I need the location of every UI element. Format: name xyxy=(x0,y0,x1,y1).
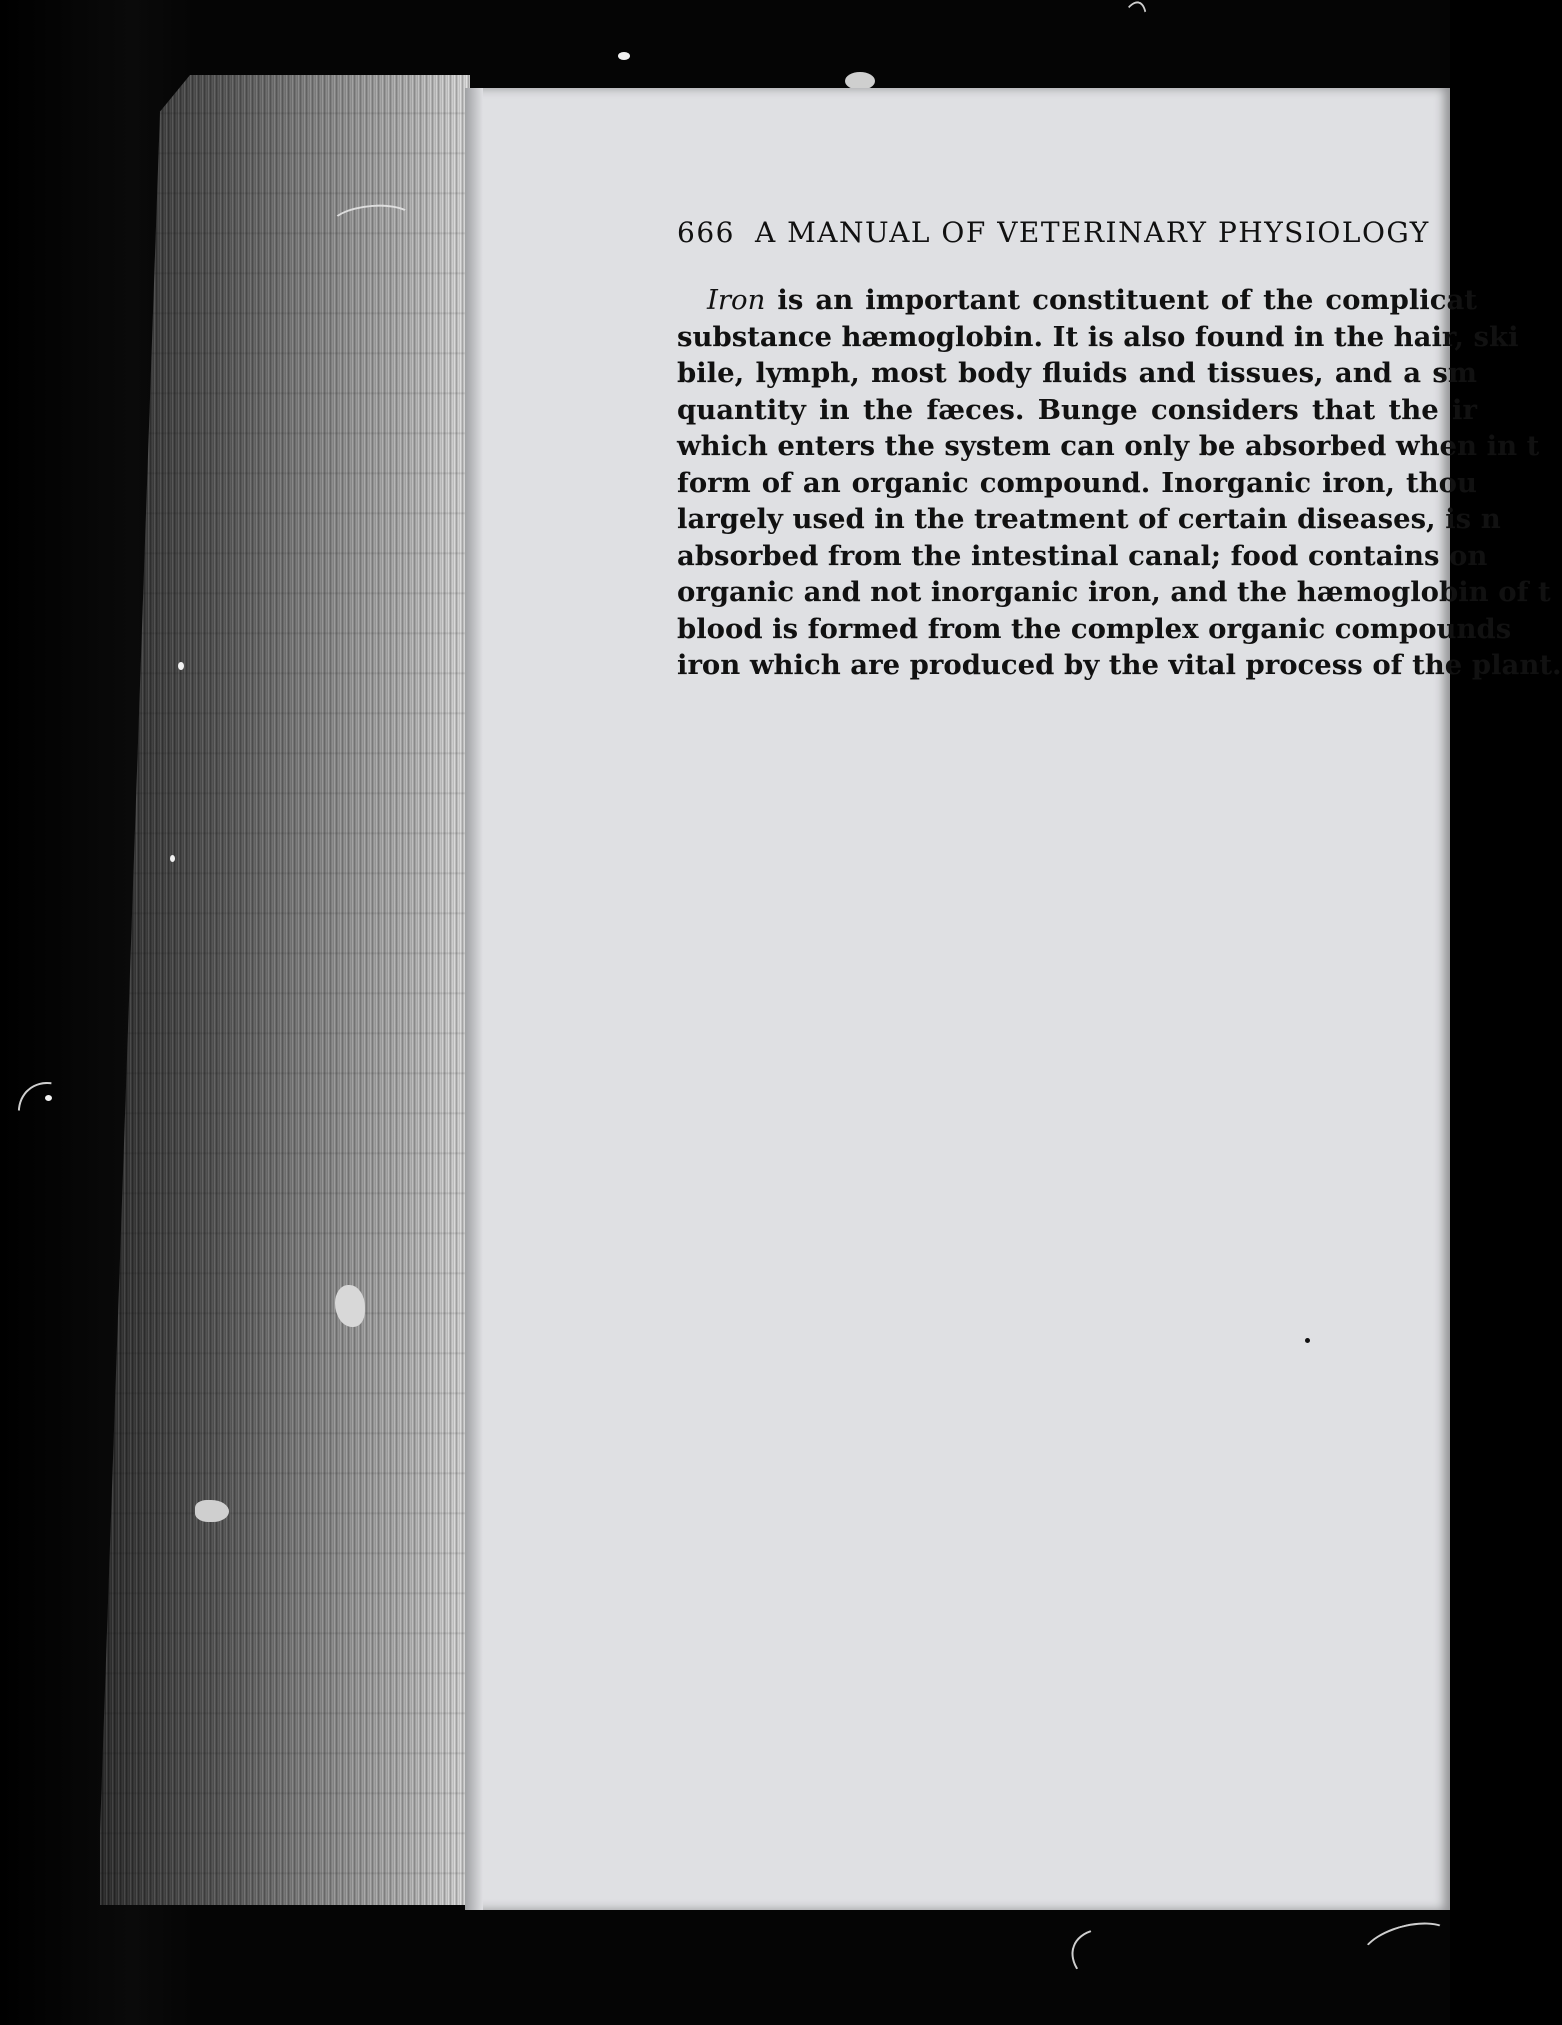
text-line: absorbed from the intestinal canal; food contains on xyxy=(677,539,1488,572)
running-title: A MANUAL OF VETERINARY PHYSIOLOGY xyxy=(754,216,1430,249)
body-paragraph xyxy=(677,282,1562,684)
text-line: largely used in the treatment of certain diseases, is n xyxy=(677,503,1501,535)
scan-fiber xyxy=(1356,1914,1458,1981)
dust-speck xyxy=(178,662,184,670)
ink-dot xyxy=(1305,1338,1310,1343)
text-line: substance hæmoglobin. It is also found in the hair, ski xyxy=(677,320,1519,353)
scan-fiber xyxy=(1062,1916,1172,2008)
text-line: Iron is an important constituent of the complicat xyxy=(707,284,1477,316)
scan-fiber xyxy=(1098,0,1155,97)
text-line: iron which are produced by the vital process of the plant. xyxy=(677,649,1562,681)
book-page xyxy=(465,88,1562,1910)
text-line: which enters the system can only be absorbed when in t xyxy=(677,430,1540,462)
text-line: quantity in the fæces. Bunge considers that the ir xyxy=(677,393,1477,426)
book-page-edges xyxy=(100,75,470,1905)
running-head xyxy=(677,216,1430,249)
text-line: form of an organic compound. Inorganic iron, thou xyxy=(677,466,1477,499)
dust-speck xyxy=(195,1500,229,1522)
lead-word: Iron xyxy=(707,284,766,316)
dust-speck xyxy=(170,855,175,862)
text-line: blood is formed from the complex organic compounds xyxy=(677,612,1512,645)
text-line: bile, lymph, most body fluids and tissues, and a sm xyxy=(677,357,1477,389)
page-number: 666 xyxy=(677,216,735,249)
text-line: organic and not inorganic iron, and the hæmoglobin of t xyxy=(677,576,1551,608)
dust-speck xyxy=(618,52,630,60)
